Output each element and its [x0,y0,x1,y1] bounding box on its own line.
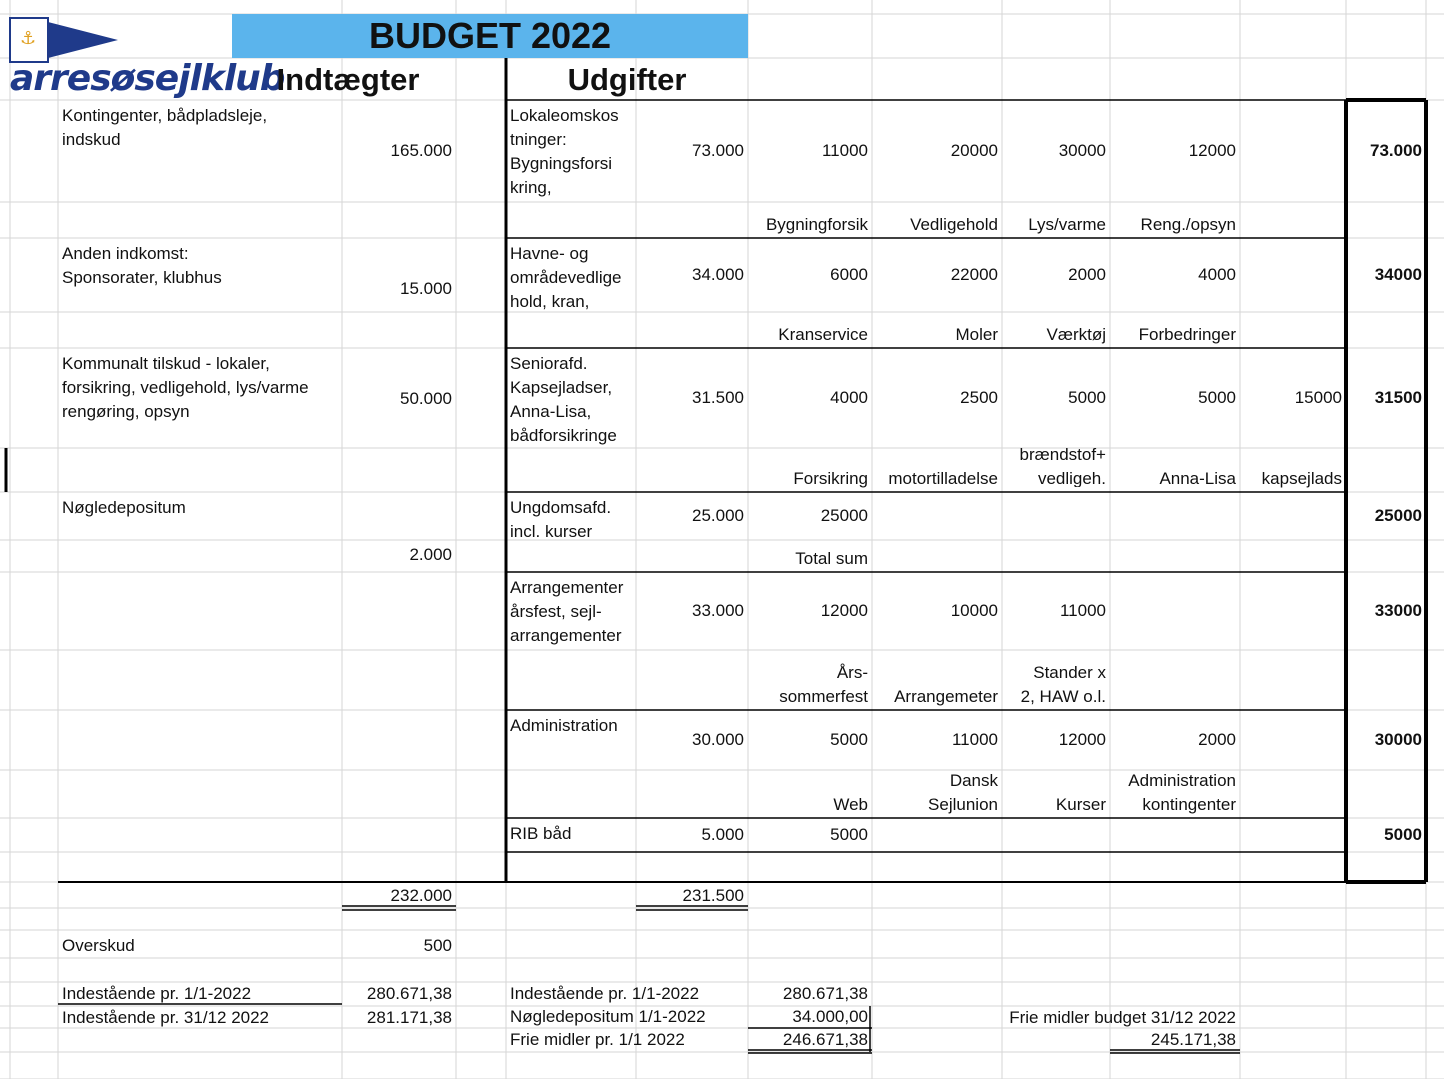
expense-breakdown-value: 6000 [830,265,868,284]
expense-breakdown-value: 12000 [1058,730,1106,749]
income-amount: 15.000 [400,279,452,298]
balance-label: Indestående pr. 1/1-2022 [62,984,252,1003]
expense-label: Lokaleomskos tninger: Bygningsforsi kring, [510,106,619,197]
expense-label: Administration [510,716,618,735]
expense-breakdown-value: 5000 [1198,388,1236,407]
free-funds-label: Frie midler budget 31/12 2022 [1009,1008,1236,1027]
expense-label: RIB båd [510,824,572,843]
income-amount: 2.000 [409,545,452,564]
expense-breakdown-value: 5000 [830,730,868,749]
income-header: Indtægter [276,62,420,97]
income-label: Kommunalt tilskud - lokaler, forsikring, vedligehold, lys/varme rengøring, opsyn [62,354,309,421]
expense-breakdown-label: Moler [955,325,998,344]
expense-amount: 30.000 [692,730,744,749]
expense-breakdown-value: 2500 [960,388,998,407]
income-label: Kontingenter, bådpladsleje, indskud [62,106,268,149]
income-label: Nøgledepositum [62,498,186,517]
expense-amount: 25.000 [692,506,744,525]
expense-amount: 31.500 [692,388,744,407]
expenses-header: Udgifter [567,62,687,97]
expense-row-total: 34000 [1374,265,1422,284]
expense-breakdown-label: brændstof+ vedligeh. [1019,445,1106,487]
expense-breakdown-value: 30000 [1058,141,1106,160]
balance-label: Indestående pr. 1/1-2022 [510,984,700,1003]
expense-row-total: 30000 [1374,730,1422,749]
income-amount: 165.000 [390,141,452,160]
free-funds-amount: 245.171,38 [1150,1030,1236,1049]
expense-breakdown-value: 11000 [821,141,868,160]
expense-breakdown-value: 5000 [1068,388,1106,407]
expense-breakdown-label: motortilladelse [888,469,998,488]
expense-breakdown-label: Total sum [795,549,868,568]
income-amount: 50.000 [400,389,452,408]
balance-label: Frie midler pr. 1/1 2022 [510,1030,685,1049]
expense-breakdown-label: Web [833,795,868,814]
surplus-label: Overskud [62,936,135,955]
expense-breakdown-value: 20000 [950,141,998,160]
expense-breakdown-label: Reng./opsyn [1140,215,1236,234]
expense-amount: 73.000 [692,141,744,160]
balance-amount: 280.671,38 [366,984,452,1003]
surplus-amount: 500 [423,936,452,955]
balance-label: Nøgledepositum 1/1-2022 [510,1007,706,1026]
expense-breakdown-label: Års- sommerfest [779,663,868,706]
expense-breakdown-label: Administration kontingenter [1128,771,1236,814]
balance-amount: 281.171,38 [366,1008,452,1027]
expense-breakdown-value: 12000 [820,601,868,620]
expense-breakdown-label: Dansk Sejlunion [928,771,998,814]
expense-amount: 5.000 [701,825,744,844]
expense-breakdown-label: Lys/varme [1028,215,1106,234]
expense-breakdown-value: 10000 [950,601,998,620]
expenses-total: 231.500 [682,886,744,905]
expense-breakdown-value: 2000 [1068,265,1106,284]
expense-label: Seniorafd. Kapsejladser, Anna-Lisa, bådforsikringe [510,354,617,445]
expense-breakdown-value: 4000 [1198,265,1236,284]
expense-breakdown-label: Anna-Lisa [1159,469,1236,488]
expense-breakdown-label: Forbedringer [1138,325,1236,344]
expense-label: Havne- og områdevedlige hold, kran, [510,244,622,311]
balance-amount: 34.000,00 [792,1007,868,1026]
expense-row-total: 33000 [1374,601,1422,620]
expense-breakdown-label: kapsejlads [1261,469,1342,488]
expense-row-total: 25000 [1374,506,1422,525]
logo-wordmark: arresøsejlklub [10,58,285,99]
expense-row-total: 5000 [1384,825,1422,844]
expense-breakdown-value: 5000 [830,825,868,844]
expense-amount: 34.000 [692,265,744,284]
expense-breakdown-value: 2000 [1198,730,1236,749]
expense-breakdown-label: Stander x 2, HAW o.l. [1020,663,1106,706]
expense-label: Arrangementer årsfest, sejl- arrangementer [510,578,624,645]
expense-breakdown-label: Arrangemeter [894,687,998,706]
balance-amount: 246.671,38 [782,1030,868,1049]
expense-breakdown-value: 4000 [830,388,868,407]
expense-label: Ungdomsafd. incl. kurser [510,498,612,541]
balance-label: Indestående pr. 31/12 2022 [62,1008,270,1027]
expense-breakdown-label: Forsikring [793,469,868,488]
expense-breakdown-value: 11000 [951,730,998,749]
expense-breakdown-value: 22000 [950,265,998,284]
income-total: 232.000 [390,886,452,905]
expense-breakdown-value: 15000 [1294,388,1342,407]
expense-breakdown-label: Kurser [1055,795,1106,814]
page-title: BUDGET 2022 [368,15,612,56]
expense-breakdown-value: 25000 [820,506,868,525]
expense-breakdown-label: Værktøj [1046,325,1106,344]
income-label: Anden indkomst: Sponsorater, klubhus [62,244,222,287]
expense-breakdown-label: Kranservice [778,325,868,344]
svg-text:⚓: ⚓ [20,28,37,49]
expense-breakdown-value: 12000 [1188,141,1236,160]
expense-breakdown-label: Vedligehold [910,215,998,234]
expense-row-total: 73.000 [1370,141,1422,160]
expense-row-total: 31500 [1374,388,1422,407]
expense-breakdown-value: 11000 [1059,601,1106,620]
expense-breakdown-label: Bygningforsik [765,215,868,234]
balance-amount: 280.671,38 [782,984,868,1003]
expense-amount: 33.000 [692,601,744,620]
